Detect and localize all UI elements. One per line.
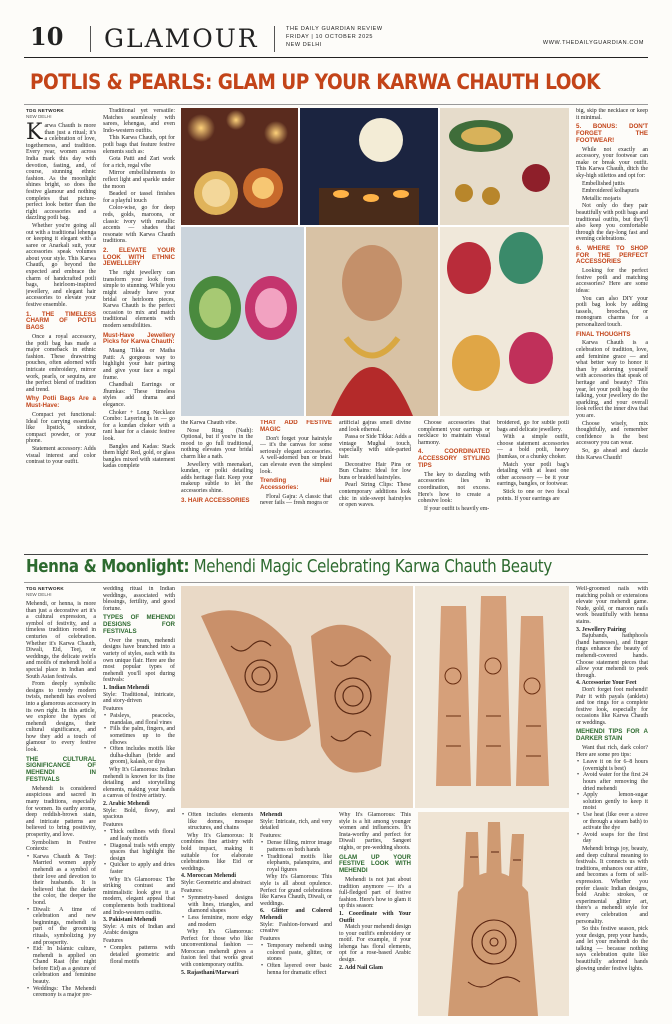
list-item: • Often layered over basic henna for dramatic effect — [260, 963, 332, 976]
paragraph: So this festive season, pick your design, prep your hands, and let your mehendi do the talking — because nothing says celebration quite like beautifully adorned hands glowing under festive lights. — [576, 926, 648, 972]
paragraph: Color-wise, go for deep reds, golds, maroons, or classic ivory with metallic accents — shades that resonate with Karwa Chauth traditions. — [103, 205, 175, 245]
paragraph: The right jewellery can transform your look from simple to stunning. While you might already have your bridal or heirloom pieces, Karwa Chauth is the perfect occasion to mix and match traditional elements with modern sensibilities. — [103, 270, 175, 330]
list — [181, 812, 253, 832]
subheading: GLAM UP YOUR FESTIVE LOOK WITH MEHENDI — [339, 853, 411, 875]
subheading: 4. COORDINATED ACCESSORY STYLING TIPS — [418, 448, 490, 469]
subheading: Trending Hair Accessories: — [260, 477, 332, 491]
city: NEW DELHI — [286, 42, 322, 48]
paragraph: Chandbali Earrings or Jhumkas: These timeless styles add drama and elegance. — [103, 382, 175, 408]
subheading: 2. ELEVATE YOUR LOOK WITH ETHNIC JEWELLERY — [103, 246, 175, 268]
paragraph: Embroidered kolhapuris — [582, 188, 640, 195]
story1-headline: POTLIS & PEARLS: GLAM UP YOUR KARWA CHAUTH LOOK — [30, 70, 600, 95]
story1-column-4 — [260, 420, 332, 554]
paragraph: Features — [260, 935, 280, 942]
paragraph: big, skip the necklace or keep it minimal. — [576, 108, 648, 121]
list — [181, 895, 253, 928]
item-heading: 5. Rajasthani/Marwari — [181, 969, 239, 976]
item-heading: 1. Indian Mehendi — [103, 684, 150, 691]
story1-photo-collage — [181, 108, 569, 416]
headline-rest: Mehendi Magic Celebrating Karwa Chauth Beauty — [189, 557, 552, 577]
story2-headline — [26, 557, 559, 579]
masthead-meta — [286, 25, 383, 49]
paragraph: Why It's Glamorous: Perfect for those who like unconventional fashion — Moroccan mehendi gives a fusion feel that works great with contemporary outfits. — [181, 929, 253, 969]
paragraph: Looking for the perfect festive potli and matching accessories? Here are some ideas: — [576, 268, 648, 295]
paragraph: This Karwa Chauth, opt for potli bags that feature festive elements such as: — [103, 135, 175, 155]
list-item: • Quicker to apply and dries faster — [103, 862, 175, 875]
paragraph: Features — [103, 821, 123, 828]
paragraph: Features: — [260, 832, 282, 839]
paragraph: broidered, go for subtle potli bags and delicate jewellery. — [497, 420, 569, 433]
item-heading: 2. Add Nail Glam — [339, 964, 383, 971]
collage-illustration — [181, 108, 569, 416]
paragraph: Metallic mojaris — [582, 195, 621, 202]
list-item: • Often includes elements like domes, mosque structures, and chains — [181, 812, 253, 832]
masthead — [24, 20, 648, 58]
paragraph: Don't forget your hairstyle — it's the canvas for some seriously elegant accessories. A well-adorned bun or braid can elevate even the simplest look. — [260, 435, 332, 475]
mehendi-palm-illustration — [418, 812, 569, 1016]
story1-column-3 — [181, 420, 253, 554]
list-item: • Eid: In Islamic culture, mehendi is applied on Chand Raat (the night before Eid) as a gesture of celebration and feminine beauty. — [26, 946, 96, 986]
paragraph: While not exactly an accessory, your footwear can make or break your outfit. This Karwa Chauth, ditch the sky-high stilettos and opt for: — [576, 146, 648, 179]
subheading: MEHENDI TIPS FOR A DARKER STAIN — [576, 728, 648, 743]
list-item: • Fills the palm, fingers, and sometimes up to the elbows — [103, 726, 175, 746]
paragraph: Style: Bold, flowy, and spacious — [103, 807, 175, 821]
paragraph: Don't forget foot mehendi! Pair it with payals (anklets) and toe rings for a complete festive look, especially for occasions like Karwa Chauth or weddings. — [576, 686, 648, 726]
paragraph: Features — [103, 705, 123, 712]
list-item: • Symmetry-based designs with lines, triangles, and diamond shapes — [181, 895, 253, 915]
list-item: • Diwali: A time of celebration and new beginnings, mehendi is part of the grooming rituals, symbolizing joy and prosperity. — [26, 907, 96, 947]
list-item: • Diagonal trails with empty spaces that highlight the design — [103, 843, 175, 863]
section-divider — [24, 554, 648, 555]
list-item: • Apply lemon-sugar solution gently to keep it moist — [576, 792, 648, 812]
paragraph: If your outfit is heavily em- — [424, 505, 490, 512]
story1-column-5 — [339, 420, 411, 554]
paragraph: So, go ahead and dazzle this Karwa Chauth! — [576, 447, 648, 461]
paragraph: You can also DIY your potli bag look by adding tassels, brooches, or monogram charms for a personalized touch. — [576, 295, 648, 329]
list-item: • Use heat (like over a stove or through a steam bath) to activate the dye — [576, 812, 648, 832]
list-item: • Dense filling, mirror image patterns on both hands — [260, 840, 332, 853]
story1-column-1 — [26, 108, 96, 514]
item-heading: 4. Accessorize Your Feet — [576, 680, 637, 687]
story2-column-5 — [339, 812, 411, 1016]
list-item: • Complex patterns with detailed geometric and floral motifs — [103, 945, 175, 965]
story2-column-6 — [576, 586, 648, 1016]
paragraph: Why It's Glamorous: This style is all about opulence. Perfect for grand celebrations like Karwa Chauth, Diwali, or weddings. — [260, 874, 332, 907]
paragraph: The key to dazzling with accessories lies in coordination, not excess. Here's how to create a cohesive look: — [418, 471, 490, 505]
list-item: • Avoid water for the first 24 hours after removing the dried mehendi — [576, 772, 648, 792]
list — [260, 840, 332, 873]
headline-rule — [24, 582, 648, 583]
subheading: THAT ADD FESTIVE MAGIC — [260, 420, 332, 433]
list — [103, 829, 175, 875]
subheading: 6. WHERE TO SHOP FOR THE PERFECT ACCESSORIES — [576, 244, 648, 266]
item-heading: 3. Pakistani Mehendi — [103, 917, 157, 924]
byline: TDG NETWORK — [26, 586, 65, 591]
paragraph: With a simple outfit, choose statement accessories — a bold potli, heavy jhumkas, or a chunky choker. — [497, 434, 569, 460]
paragraph: Gota Patti and Zari work for a rich, regal vibe — [103, 156, 175, 169]
subheading: 5. BONUS: DON'T FORGET THE FOOTWEAR! — [576, 123, 648, 144]
paragraph: Over the years, mehendi designs have branched into a variety of styles, each with its own unique flair. Here are the most popular types of mehendi you'll spot during festivals: — [103, 637, 175, 684]
paragraph: Features: — [181, 887, 203, 894]
mehendi-illustration — [181, 586, 569, 808]
paragraph: Why It's Glamorous: It combines fine artistry with bold impact, making it suitable for elaborate celebrations like Eid or weddings. — [181, 832, 253, 872]
story2-column-3 — [181, 812, 253, 1016]
list-item: • Less feminine, more edgy and modern — [181, 915, 253, 928]
story2-column-2 — [103, 586, 175, 1016]
paragraph: Pearl String Clips: These contemporary additions look chic in side-swept hairstyles or open waves. — [339, 482, 411, 509]
paragraph: Why It's Glamorous: This style is a hit among younger women and influencers. It's Insta-worthy and perfect for Diwali parties, Sangeet nights, or pre-wedding shoots. — [339, 812, 411, 851]
paragraph: Well-groomed nails with matching polish or extensions elevate your mehendi game. Nude, gold, or maroon nails work beautifully with henna stains. — [576, 586, 648, 625]
paragraph: Stick to one or two focal points. If your earrings are — [497, 488, 569, 502]
paragraph: Style: Intricate, rich, and very detailed — [260, 818, 332, 832]
paragraph: wedding ritual in Indian weddings, associated with blessings, fertility, and good fortune. — [103, 586, 175, 612]
paragraph: Mehendi is not just about tradition anymore — it's a full-fledged part of festive fashion. Here's how to glam it up this season: — [339, 876, 411, 910]
paragraph: Symbolism in Festive Contexts: — [26, 839, 96, 853]
drop-cap: K — [26, 120, 43, 145]
paragraph: Mehendi, or henna, is more than just a decorative art it's a cultural expression, a symbol of festivity, and a timeless tradition rooted in centuries of celebration. Whether it's Karwa Chauth, Diwali, Eid, Teej, or weddings, the delicate swirls and motifs of mehendi hold a special place in Indian and South Asian festivals. — [26, 601, 96, 680]
website-url: WWW.THEDAILYGUARDIAN.COM — [542, 40, 644, 46]
paragraph: Karwa Chauth is a celebration of tradition, love, and feminine grace — and what better way to honor it than by adorning yourself with accessories that speak of heritage and beauty? This year, let your potli bag do the talking, your jewellery do the sparkling, and your overall look reflect the inner diva that you are. — [576, 340, 648, 419]
item-heading: 4. Moroccan Mehendi — [181, 873, 237, 880]
paragraph: Mirror embellishments to reflect light and sparkle under the moon — [103, 170, 175, 190]
section-name: GLAMOUR — [104, 24, 259, 53]
paragraph: Maang Tikka or Matha Patti: A gorgeous way to highlight your hair parting and give your face a regal frame. — [103, 348, 175, 381]
paragraph: Why It's Glamorous: The striking contrast and minimalistic look give it a modern, elegant appeal that complements both traditional and Indo-western outfits. — [103, 876, 175, 916]
paragraph: Once a royal accessory, the potli bag has made a major comeback in ethnic fashion. These drawstring pouches, often adorned with intricate embroidery, mirror work, pearls, or sequins, are the perfect blend of tradition and trend. — [26, 334, 96, 393]
subheading: Must-Have Jewellery Picks for Karwa Chauth: — [103, 331, 175, 346]
paragraph: Features — [103, 937, 123, 944]
headline-rule — [24, 104, 648, 105]
story2-photo-hands — [418, 812, 569, 1016]
list — [103, 945, 175, 965]
issue-date: FRIDAY | 10 OCTOBER 2025 — [286, 34, 374, 40]
list-item: • Paisleys, peacocks, mandalas, and floral vines — [103, 713, 175, 726]
subheading: TYPES OF MEHENDI DESIGNS FOR FESTIVALS — [103, 614, 175, 635]
item-heading: 2. Arabic Mehendi — [103, 801, 150, 808]
paragraph: Jewellery with meenakari, kundan, or polki detailing adds heritage flair. Keep your makeup subtle to let the accessories shine. — [181, 461, 253, 494]
list-item: • Avoid soaps for the first day — [576, 832, 648, 845]
headline-lead: Henna & Moonlight: — [26, 557, 190, 577]
intro-paragraph: Karwa Chauth is more than just a ritual; it's a celebration of love, togetherness, and tradition. Every year, women across India mark this day with devotion, fasting, and, of course, stunning ethnic fashion. As the moonlight shines bright, so does the festive glamour and nothing completes that picture-perfect look better than the right accessories and a dazzling potli bag. — [26, 120, 96, 222]
subheading: 1. THE TIMELESS CHARM OF POTLI BAGS — [26, 310, 96, 332]
list — [26, 854, 96, 999]
item-heading: 1. Coordinate with Your Outfit — [339, 910, 411, 924]
paragraph: Floral Gajra: A classic that never fails — fresh mogra or — [260, 493, 332, 507]
paragraph: Choose wisely, mix thoughtfully, and remember confidence is the best accessory you can wear. — [576, 420, 648, 447]
paragraph: Bangles and Kadas: Stack them high! Red, gold, or glass bangles mixed with statement kadas complete — [103, 443, 175, 470]
paragraph: From deeply symbolic designs to trendy modern twists, mehendi has evolved into a glamorous accessory in its own right. In this article, we explore the types of mehendi designs, their cultural significance, and how they add a touch of glamour to every festive look. — [26, 681, 96, 754]
list-item: • Thick outlines with floral and leafy motifs — [103, 829, 175, 842]
subheading: Why Potli Bags Are a Must-Have: — [26, 395, 96, 410]
paragraph: Not only do they pair beautifully with potli bags and traditional outfits, but they'll also keep you comfortable through the day-long fast and evening celebrations. — [576, 203, 648, 243]
paragraph: Statement accessory: Adds visual interest and color contrast to your outfit. — [26, 445, 96, 466]
paragraph: Whether you're going all out with a traditional lehenga or keeping it elegant with a saree or Anarkali suit, your accessories speak volumes about your style. This Karwa Chauth, go beyond the expected and embrace the charm of handcrafted potli bags, heirloom-inspired jewellery, and elegant hair accessories to elevate your festive ensemble. — [26, 222, 96, 309]
item-heading: 6. Glitter and Colored Mehendi — [260, 908, 332, 921]
list-item: • Leave it on for 6–8 hours (overnight is best) — [576, 759, 648, 772]
item-heading: Mehendi — [260, 812, 283, 818]
paragraph: Why It's Glamorous: Indian mehendi is known for its fine detailing and storytelling elements, making your hands a canvas of festive artistry. — [103, 767, 175, 800]
paragraph: Mehendi brings joy, beauty, and deep cultural meaning to festivals. It connects us with traditions, enhances our attire, and becomes a form of self-expression. Whether you prefer classic Indian designs, bold Arabic strokes, or experimental glitter art, there's a mehendi style for every celebration and personality. — [576, 845, 648, 925]
byline: TDG NETWORK — [26, 108, 65, 113]
paragraph: Nose Ring (Nath): Optional, but if you're in the mood to go full traditional, nothing elevates your bridal charm like a nath. — [181, 427, 253, 460]
dateline: NEW DELHI — [26, 592, 52, 597]
list-item: • Traditional motifs like elephants, palanquins, and royal figures — [260, 854, 332, 874]
paragraph: Mehendi is considered auspicious and sacred in many traditions, especially for women. Its earthy aroma, deep reddish-brown stain, and intricate patterns are believed to bring positivity, prosperity, and love. — [26, 785, 96, 838]
paragraph: Bajubands, hathphools (hand harnesses), and finger rings enhance the beauty of mehendi-covered hands. Choose statement pieces that allow your mehendi to peek through. — [576, 633, 648, 679]
publication-name: THE DAILY GUARDIAN REVIEW — [286, 26, 383, 32]
list-item: • Temporary mehendi using colored paste, glitter, or stones — [260, 943, 332, 963]
list — [103, 713, 175, 766]
paragraph: Choose accessories that complement your earrings or necklace to maintain visual harmony. — [418, 420, 490, 446]
story2-photo-collage — [181, 586, 569, 808]
paragraph: Decorative Hair Pins or Bun Chains: Ideal for low buns or braided hairstyles. — [339, 461, 411, 481]
page-number: 10 — [30, 22, 64, 51]
story1-column-8 — [576, 108, 648, 554]
paragraph: Match your potli bag's detailing with at least one other accessory — be it your earrings, bangles, or footwear. — [497, 461, 569, 488]
paragraph: Style: Fashion-forward and creative — [260, 921, 332, 935]
list — [260, 943, 332, 976]
subheading: THE CULTURAL SIGNIFICANCE OF MEHENDI IN FESTIVALS — [26, 755, 96, 784]
subheading: FINAL THOUGHTS — [576, 330, 631, 338]
paragraph: Traditional yet versatile: Matches seamlessly with sarees, lehengas, and even Indo-western outfits. — [103, 108, 175, 134]
paragraph: Match your mehendi design to your outfit's embroidery or motif. For example, if your lehenga has floral elements, opt for a rose-based Arabic design. — [339, 924, 411, 964]
paragraph: Passa or Side Tikka: Adds a vintage Mughal touch, especially with side-parted hair. — [339, 434, 411, 460]
paragraph: Choker + Long Necklace Combo: Layering is in — go for a kundan choker with a rani haar for a classic festive look. — [103, 409, 175, 442]
story2-column-4 — [260, 812, 332, 1016]
story1-column-7 — [497, 420, 569, 554]
subheading: 3. HAIR ACCESSORIES — [181, 496, 250, 504]
paragraph: Style: Traditional, intricate, and story-driven — [103, 691, 175, 705]
list-item: • Karwa Chauth & Teej: Married women apply mehendi as a symbol of their love and devotion to their husbands. It is believed that the darker the color, the deeper the bond. — [26, 854, 96, 907]
paragraph: the Karwa Chauth vibe. — [181, 420, 237, 426]
paragraph: Embellished juttis — [582, 180, 625, 187]
story1-column-6 — [418, 420, 490, 554]
paragraph: Style: A mix of Indian and Arabic designs — [103, 923, 175, 937]
masthead-divider — [90, 26, 91, 52]
item-heading: 3. Jewellery Pairing — [576, 626, 626, 633]
masthead-divider — [274, 26, 275, 52]
paragraph: Style: Geometric and abstract — [181, 879, 251, 886]
list-item: • Weddings: The Mehendi ceremony is a major pre- — [26, 986, 96, 999]
paragraph: artificial gajras smell divine and look ethereal. — [339, 420, 411, 433]
story2-column-1 — [26, 586, 96, 1016]
list — [576, 759, 648, 845]
dateline: NEW DELHI — [26, 114, 52, 119]
paragraph: Want that rich, dark color? Here are some pro tips: — [576, 745, 648, 758]
paragraph: Beaded or tassel finishes for a playful touch — [103, 191, 175, 204]
list-item: • Often includes motifs like dulha-dulhan (bride and groom), kalash, or diya — [103, 746, 175, 766]
paragraph: Compact yet functional: Ideal for carrying essentials like lipstick, sindoor, compact powder, or your phone. — [26, 411, 96, 445]
story1-column-2 — [103, 108, 175, 552]
